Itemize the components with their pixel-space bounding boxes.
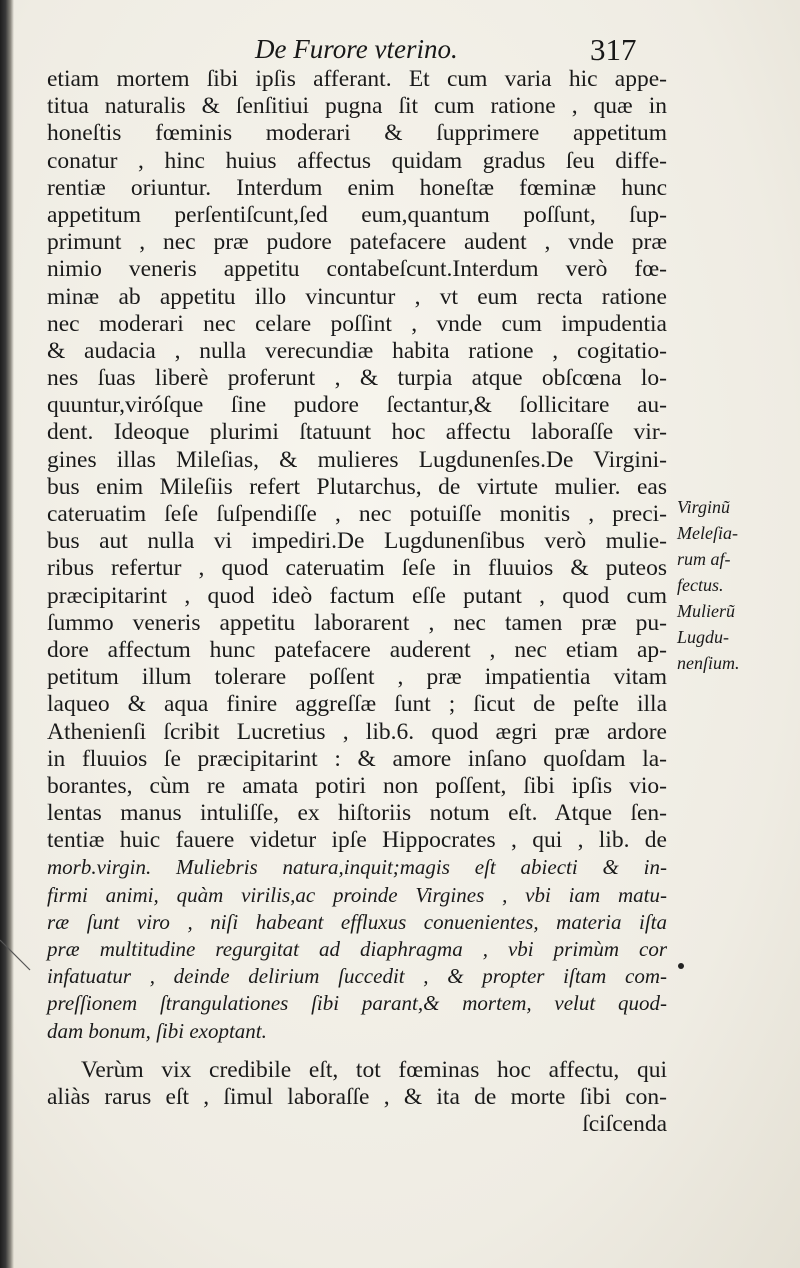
text-line: Verùm vix credibile eſt, tot fœminas hoc affectu, qui: [81, 1056, 667, 1083]
text-line: rentiæ oriuntur. Interdum enim honeſtæ fœminæ hunc: [47, 174, 667, 201]
text-line: bus aut nulla vi impediri.De Lugdunenſibus verò mulie-: [47, 528, 667, 555]
margin-note-line: Meleſia-: [677, 523, 738, 543]
margin-note-line: fectus.: [677, 575, 724, 595]
text-line: præcipitarint , quod ideò factum eſſe putant , quod cum: [47, 582, 667, 609]
text-line: primunt , nec præ pudore patefacere audent , vnde præ: [47, 229, 667, 256]
quotation-line: preſſionem ſtrangulationes ſibi parant,& mortem, velut quod-: [47, 991, 667, 1016]
margin-note-line: rum af-: [677, 549, 731, 569]
running-head: De Furore vterino.: [255, 34, 458, 64]
text-line: & audacia , nulla verecundiæ habita ratione , cogitatio-: [47, 337, 667, 364]
text-line: honeſtis fœminis moderari & ſupprimere appetitum: [47, 120, 667, 147]
text-line: petitum illum tolerare poſſent , præ impatientia vitam: [47, 664, 667, 691]
text-line: borantes, cùm re amata potiri non poſſent, ſibi ipſis vio-: [47, 772, 667, 799]
paragraph-gap: [47, 1045, 667, 1057]
text-line: tentiæ huic fauere videtur ipſe Hippocrates , qui , lib. de: [47, 827, 667, 854]
text-line: ſummo veneris appetitu laborarent , nec tamen præ pu-: [47, 609, 667, 636]
text-line: titua naturalis & ſenſitiui pugna ſit cum ratione , quæ in: [47, 93, 667, 120]
text-line: aliàs rarus eſt , ſimul laboraſſe , & ita de morte ſibi con-: [47, 1083, 667, 1110]
text-line: appetitum perſentiſcunt,ſed eum,quantum poſſunt, ſup-: [47, 201, 667, 228]
page-number: 317: [590, 32, 637, 67]
text-line: laqueo & aqua finire aggreſſæ ſunt ; ſicut de peſte illa: [47, 691, 667, 718]
catchword: ſciſcenda: [582, 1111, 667, 1138]
text-line: etiam mortem ſibi ipſis afferant. Et cum varia hic appe-: [47, 66, 667, 92]
text-line: cateruatim ſeſe ſuſpendiſſe , nec potuiſſe monitis , preci-: [47, 501, 667, 527]
text-line: dore affectum hunc patefacere auderent , nec etiam ap-: [47, 636, 667, 663]
margin-note-line: Mulierũ: [677, 601, 735, 621]
text-line: ribus refertur , quod cateruatim ſeſe in fluuios & puteos: [47, 555, 667, 582]
text-line: nes ſuas liberè proferunt , & turpia atque obſcœna lo-: [47, 365, 667, 392]
text-line: conatur , hinc huius affectus quidam gradus ſeu diffe-: [47, 147, 667, 174]
text-line: dent. Ideoque plurimi ſtatuunt hoc affectu laboraſſe vir-: [47, 419, 667, 446]
margin-note-line: Lugdu-: [677, 627, 730, 647]
quotation-line: ræ ſunt viro , niſi habeant effluxus conuenientes, materia iſta: [47, 909, 667, 934]
margin-note-line: nenſium.: [677, 653, 740, 673]
stray-pen-mark: [0, 930, 40, 990]
quotation-line: præ multitudine regurgitat ad diaphragma , vbi primùm cor: [47, 937, 667, 961]
quotation-line: dam bonum, ſibi exoptant.: [47, 1018, 267, 1043]
quotation-line: morb.virgin. Muliebris natura,inquit;magis eſt abiecti & in-: [47, 855, 667, 880]
quotation-line: firmi animi, quàm virilis,ac proinde Virgines , vbi iam matu-: [47, 882, 667, 907]
margin-notes: [677, 494, 797, 676]
margin-note-line: Virginũ: [677, 497, 730, 517]
text-line: nimio veneris appetitu contabeſcunt.Interdum verò fœ-: [47, 256, 667, 283]
text-line: in fluuios ſe præcipitarint : & amore inſano quoſdam la-: [47, 745, 667, 772]
quotation-line: infatuatur , deinde delirium ſuccedit , & propter iſtam com-: [47, 964, 667, 989]
main-text-block: [47, 66, 667, 1138]
text-line: lentas manus intuliſſe, ex hiſtoriis notum eſt. Atque ſen-: [47, 800, 667, 827]
text-line: quuntur,viróſque ſine pudore ſectantur,& ſollicitare au-: [47, 392, 667, 419]
text-line: bus enim Mileſiis refert Plutarchus, de virtute mulier. eas: [47, 473, 667, 500]
text-line: minæ ab appetitu illo vincuntur , vt eum recta ratione: [47, 283, 667, 310]
binding-shadow: [0, 0, 14, 1268]
text-line: gines illas Mileſias, & mulieres Lugdunenſes.De Virgini-: [47, 446, 667, 473]
text-line: nec moderari nec celare poſſint , vnde cum impudentia: [47, 310, 667, 337]
ink-speck: [678, 963, 684, 969]
text-line: Athenienſi ſcribit Lucretius , lib.6. quod ægri præ ardore: [47, 718, 667, 745]
